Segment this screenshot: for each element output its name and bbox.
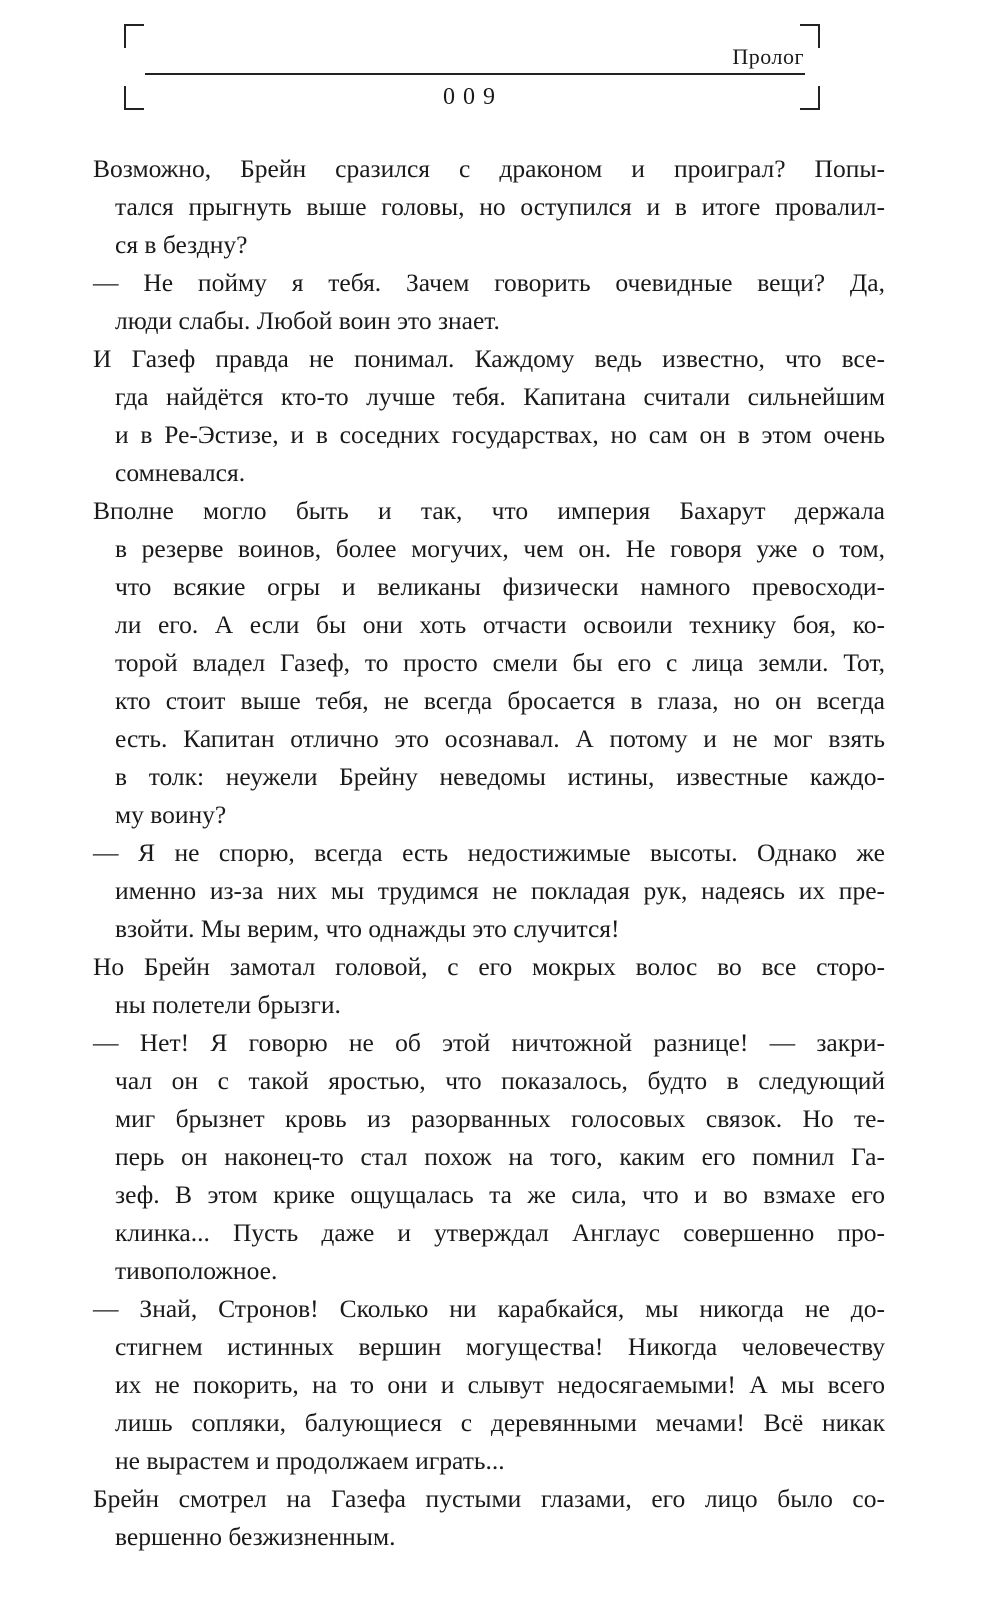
text-line: му воину? [115,800,227,829]
text-line: — Не пойму я тебя. Зачем говорить очевидные вещи? Да, [93,268,885,297]
text-line: стигнем истинных вершин могущества! Никогда человечеству [115,1332,885,1361]
running-title: Пролог [732,44,804,69]
text-line: Брейн смотрел на Газефа пустыми глазами, его лицо было со- [93,1484,885,1513]
paragraph [93,150,885,264]
text-line: ли его. А если бы они хоть отчасти освоили технику боя, ко- [115,610,885,639]
text-line: тался прыгнуть выше головы, но оступился и в итоге провалил- [115,192,885,221]
paragraph [93,1290,885,1480]
body-text [93,150,885,1556]
text-line: и в Ре-Эстизе, и в соседних государствах, но сам он в этом очень [115,420,885,449]
text-line: именно из-за них мы трудимся не покладая рук, надеясь их пре- [115,876,885,905]
corner-bracket-top-left [124,24,144,48]
paragraph [93,492,885,834]
paragraph [93,264,885,340]
text-line: чал он с такой яростью, что показалось, будто в следующий [115,1066,885,1095]
paragraph [93,340,885,492]
text-line: ся в бездну? [115,230,248,259]
text-line: в резерве воинов, более могучих, чем он. Не говоря уже о том, [115,534,885,563]
text-line: миг брызнет кровь из разорванных голосовых связок. Но те- [115,1104,885,1133]
text-line: сомневался. [115,458,246,487]
text-line: клинка... Пусть даже и утверждал Англаус совершенно про- [115,1218,885,1247]
text-line: Но Брейн замотал головой, с его мокрых волос во все сторо- [93,952,885,981]
paragraph [93,1024,885,1290]
text-line: в толк: неужели Брейну неведомы истины, известные каждо- [115,762,885,791]
text-line: зеф. В этом крике ощущалась та же сила, что и во взмахе его [115,1180,885,1209]
text-line: не вырастем и продолжаем играть... [115,1446,505,1475]
paragraph [93,1480,885,1556]
text-line: Вполне могло быть и так, что империя Бахарут держала [93,496,885,525]
text-line: перь он наконец-то стал похож на того, каким его помнил Га- [115,1142,885,1171]
header-rule [145,73,805,75]
paragraph [93,948,885,1024]
text-line: их не покорить, на то они и слывут недосягаемыми! А мы всего [115,1370,885,1399]
text-line: взойти. Мы верим, что однажды это случится! [115,914,620,943]
text-line: тивоположное. [115,1256,278,1285]
text-line: И Газеф правда не понимал. Каждому ведь известно, что все- [93,344,885,373]
text-line: люди слабы. Любой воин это знает. [115,306,500,335]
text-line: вершенно безжизненным. [115,1522,396,1551]
text-line: гда найдётся кто-то лучше тебя. Капитана считали сильнейшим [115,382,885,411]
text-line: Возможно, Брейн сразился с драконом и проиграл? Попы- [93,154,885,183]
text-line: есть. Капитан отлично это осознавал. А потому и не мог взять [115,724,885,753]
text-line: торой владел Газеф, то просто смели бы его с лица земли. Тот, [115,648,885,677]
text-line: — Я не спорю, всегда есть недостижимые высоты. Однако же [93,838,885,867]
text-line: лишь сопляки, балующиеся с деревянными мечами! Всё никак [115,1408,885,1437]
paragraph [93,834,885,948]
page-number: 009 [443,84,503,110]
text-line: кто стоит выше тебя, не всегда бросается в глаза, но он всегда [115,686,885,715]
text-line: — Знай, Стронов! Сколько ни карабкайся, мы никогда не до- [93,1294,885,1323]
text-line: — Нет! Я говорю не об этой ничтожной разнице! — закри- [93,1028,885,1057]
text-line: ны полетели брызги. [115,990,341,1019]
text-line: что всякие огры и великаны физически намного превосходи- [115,572,885,601]
